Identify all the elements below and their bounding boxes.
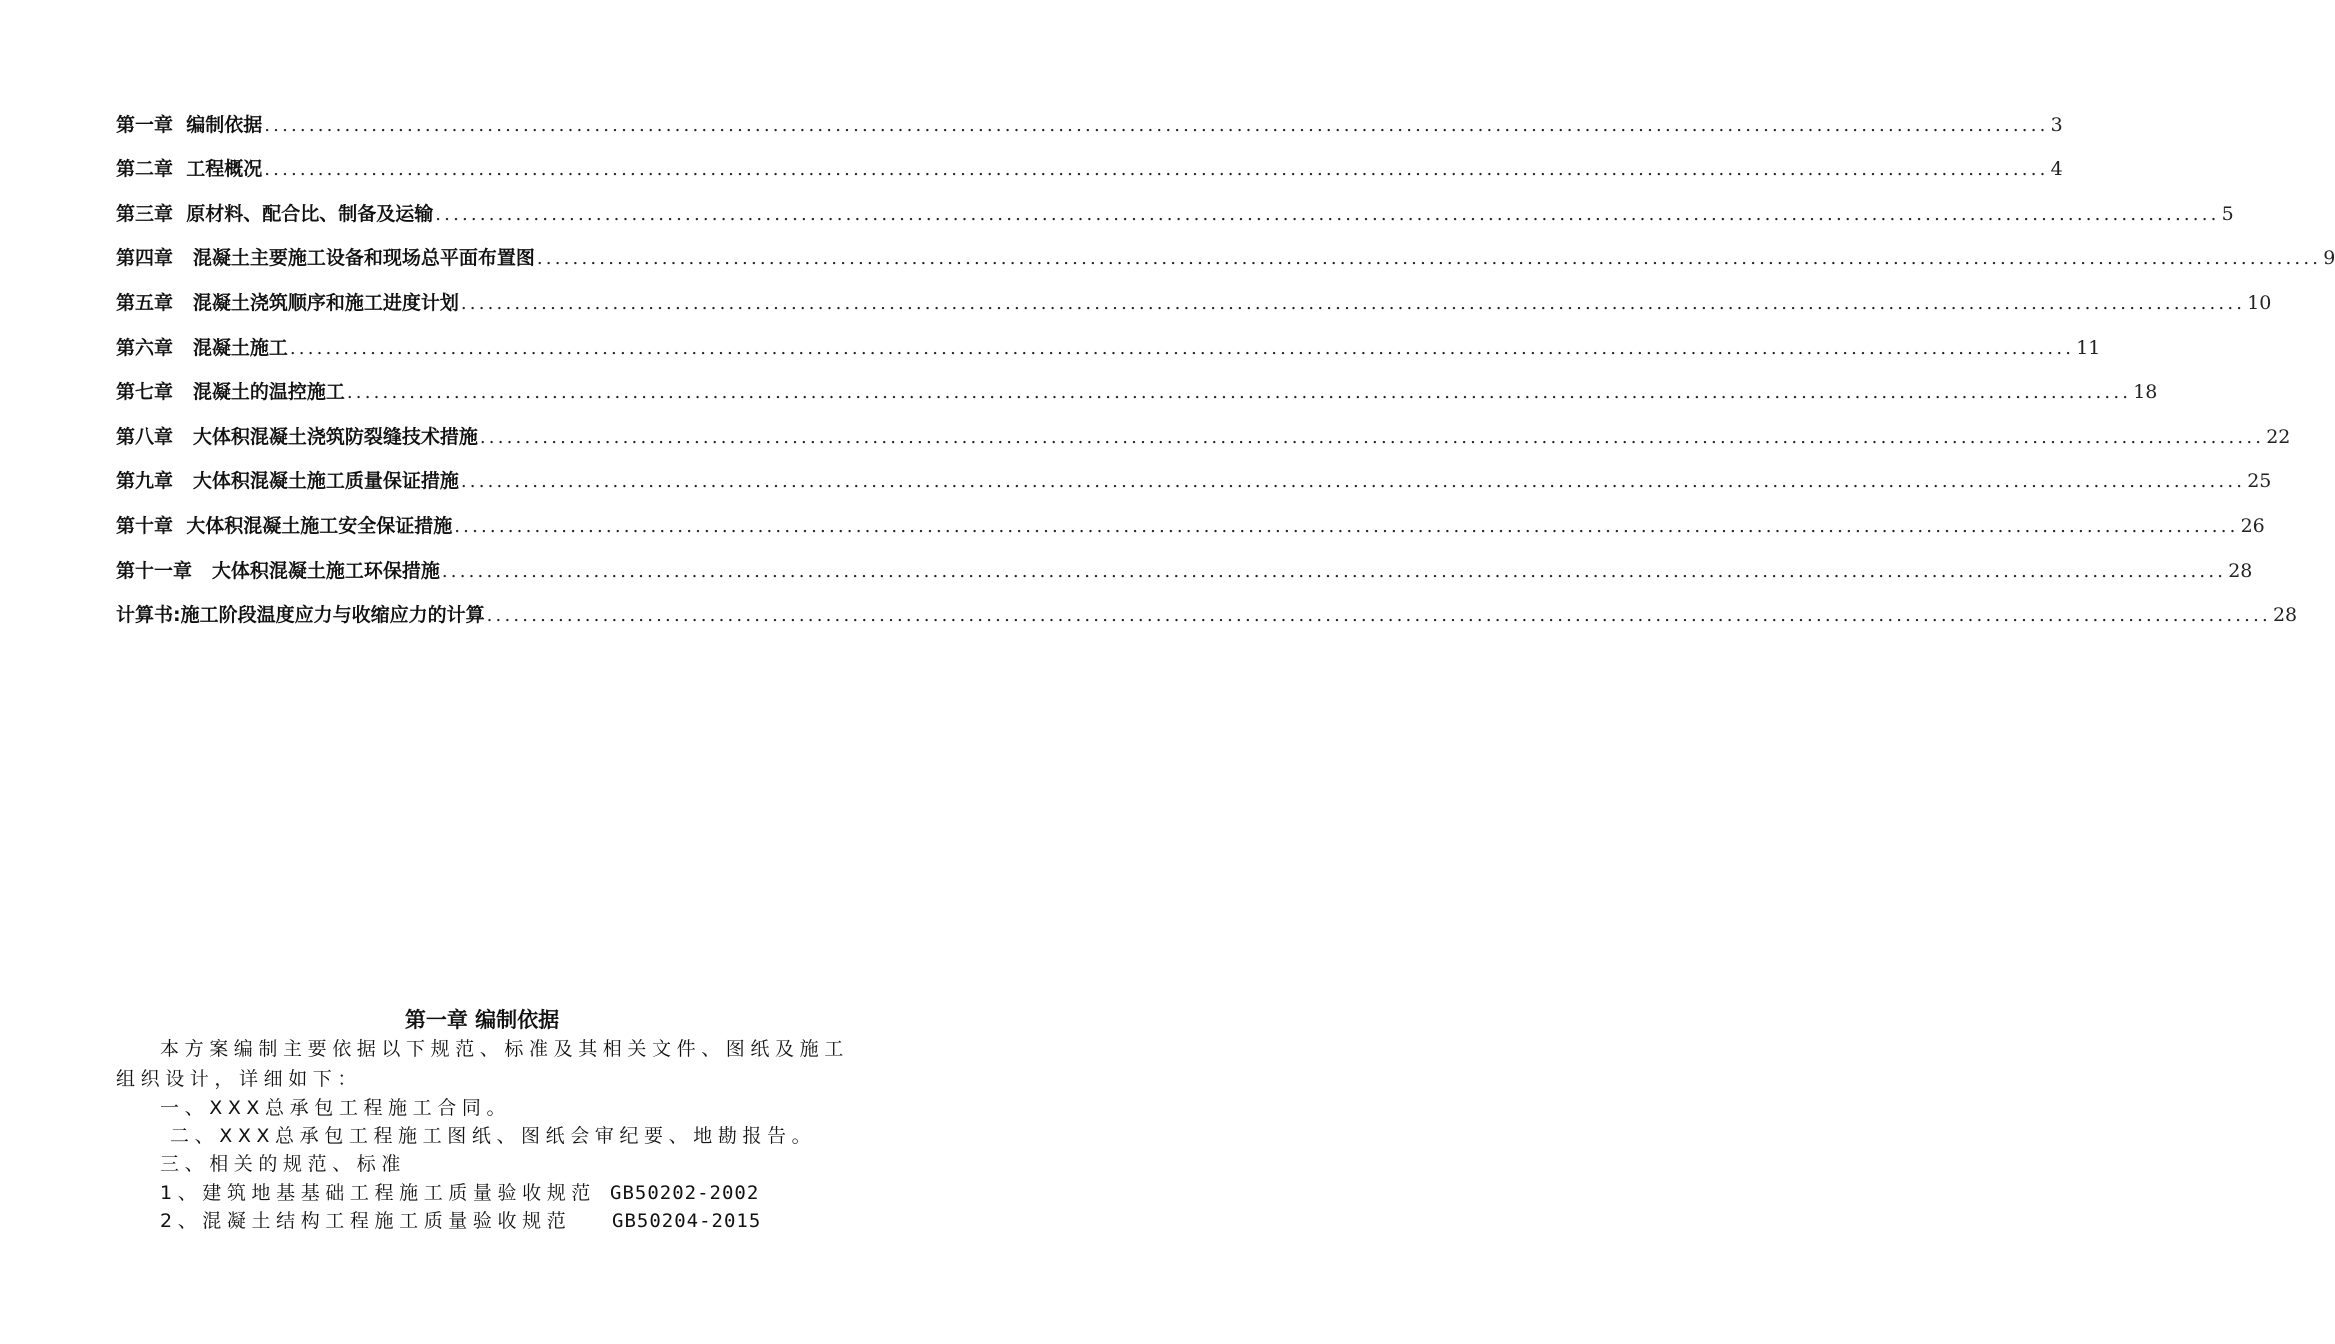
toc-entry-title: 第四章 混凝土主要施工设备和现场总平面布置图 <box>116 247 535 270</box>
standard-1-code: GB50202-2002 <box>610 1182 760 1204</box>
toc-entry[interactable] <box>116 96 2063 141</box>
toc-dot-leader: ........................................................................................................................................................................................................ <box>346 382 2132 404</box>
toc-entry-title: 第二章 工程概况 <box>116 158 263 181</box>
toc-entry-title: 第九章 大体积混凝土施工质量保证措施 <box>116 470 459 493</box>
standard-2-name: 2、混凝土结构工程施工质量验收规范 <box>160 1210 572 1232</box>
intro-line-2: 组织设计，详细如下： <box>116 1068 363 1090</box>
intro-line-1: 本方案编制主要依据以下规范、标准及其相关文件、图纸及施工 <box>160 1038 849 1060</box>
toc-entry-title: 第七章 混凝土的温控施工 <box>116 381 345 404</box>
standard-2-code: GB50204-2015 <box>612 1210 762 1232</box>
toc-entry[interactable] <box>116 230 2335 275</box>
toc-entry-title: 计算书:施工阶段温度应力与收缩应力的计算 <box>116 604 485 627</box>
list-item-standards: 三、相关的规范、标准 <box>160 1153 407 1175</box>
toc-entry-page-number: 4 <box>2050 158 2063 181</box>
toc-entry-page-number: 18 <box>2133 381 2158 404</box>
toc-dot-leader: ........................................................................................................................................................................................................ <box>441 560 2227 582</box>
toc-entry[interactable] <box>116 497 2265 542</box>
toc-dot-leader: ........................................................................................................................................................................................................ <box>479 426 2265 448</box>
toc-dot-leader: ........................................................................................................................................................................................................ <box>460 471 2246 493</box>
toc-entry-page-number: 5 <box>2221 202 2234 225</box>
toc-dot-leader: ........................................................................................................................................................................................................ <box>486 605 2271 627</box>
toc-entry[interactable] <box>116 364 2158 409</box>
toc-entry[interactable] <box>116 453 2272 498</box>
toc-dot-leader: ........................................................................................................................................................................................................ <box>536 248 2322 270</box>
toc-entry[interactable] <box>116 542 2253 587</box>
standard-1-name: 1、建筑地基基础工程施工质量验收规范 <box>160 1182 596 1204</box>
toc-entry[interactable] <box>116 319 2101 364</box>
toc-dot-leader: ........................................................................................................................................................................................................ <box>454 515 2239 537</box>
list-item-contract: 一、XXX总承包工程施工合同。 <box>160 1097 512 1119</box>
toc-entry[interactable] <box>116 185 2234 230</box>
toc-entry[interactable] <box>116 274 2272 319</box>
table-of-contents <box>116 96 2335 631</box>
toc-entry[interactable] <box>116 587 2298 632</box>
toc-entry-title: 第十一章 大体积混凝土施工环保措施 <box>116 559 440 582</box>
toc-entry-title: 第五章 混凝土浇筑顺序和施工进度计划 <box>116 291 459 314</box>
toc-dot-leader: ........................................................................................................................................................................................................ <box>264 159 2049 181</box>
toc-entry-page-number: 25 <box>2247 470 2272 493</box>
toc-entry-title: 第六章 混凝土施工 <box>116 336 288 359</box>
toc-entry-title: 第一章 编制依据 <box>116 113 263 136</box>
toc-entry-page-number: 22 <box>2266 425 2291 448</box>
toc-entry[interactable] <box>116 408 2291 453</box>
toc-entry-page-number: 11 <box>2076 336 2101 359</box>
toc-dot-leader: ........................................................................................................................................................................................................ <box>289 337 2075 359</box>
toc-entry-page-number: 9 <box>2323 247 2335 270</box>
toc-dot-leader: ........................................................................................................................................................................................................ <box>264 114 2049 136</box>
toc-entry-page-number: 26 <box>2240 514 2265 537</box>
toc-entry-title: 第八章 大体积混凝土浇筑防裂缝技术措施 <box>116 425 478 448</box>
toc-entry-title: 第十章 大体积混凝土施工安全保证措施 <box>116 514 453 537</box>
toc-dot-leader: ........................................................................................................................................................................................................ <box>435 203 2220 225</box>
list-item-drawings: 二、XXX总承包工程施工图纸、图纸会审纪要、地勘报告。 <box>170 1125 817 1147</box>
toc-entry-page-number: 28 <box>2272 604 2298 627</box>
toc-dot-leader: ........................................................................................................................................................................................................ <box>460 292 2246 314</box>
toc-entry-page-number: 10 <box>2247 291 2272 314</box>
toc-entry-page-number: 3 <box>2050 113 2063 136</box>
toc-entry-title: 第三章 原材料、配合比、制备及运输 <box>116 202 434 225</box>
chapter-heading: 第一章 编制依据 <box>404 1008 560 1032</box>
toc-entry[interactable] <box>116 141 2063 186</box>
toc-entry-page-number: 28 <box>2228 559 2253 582</box>
